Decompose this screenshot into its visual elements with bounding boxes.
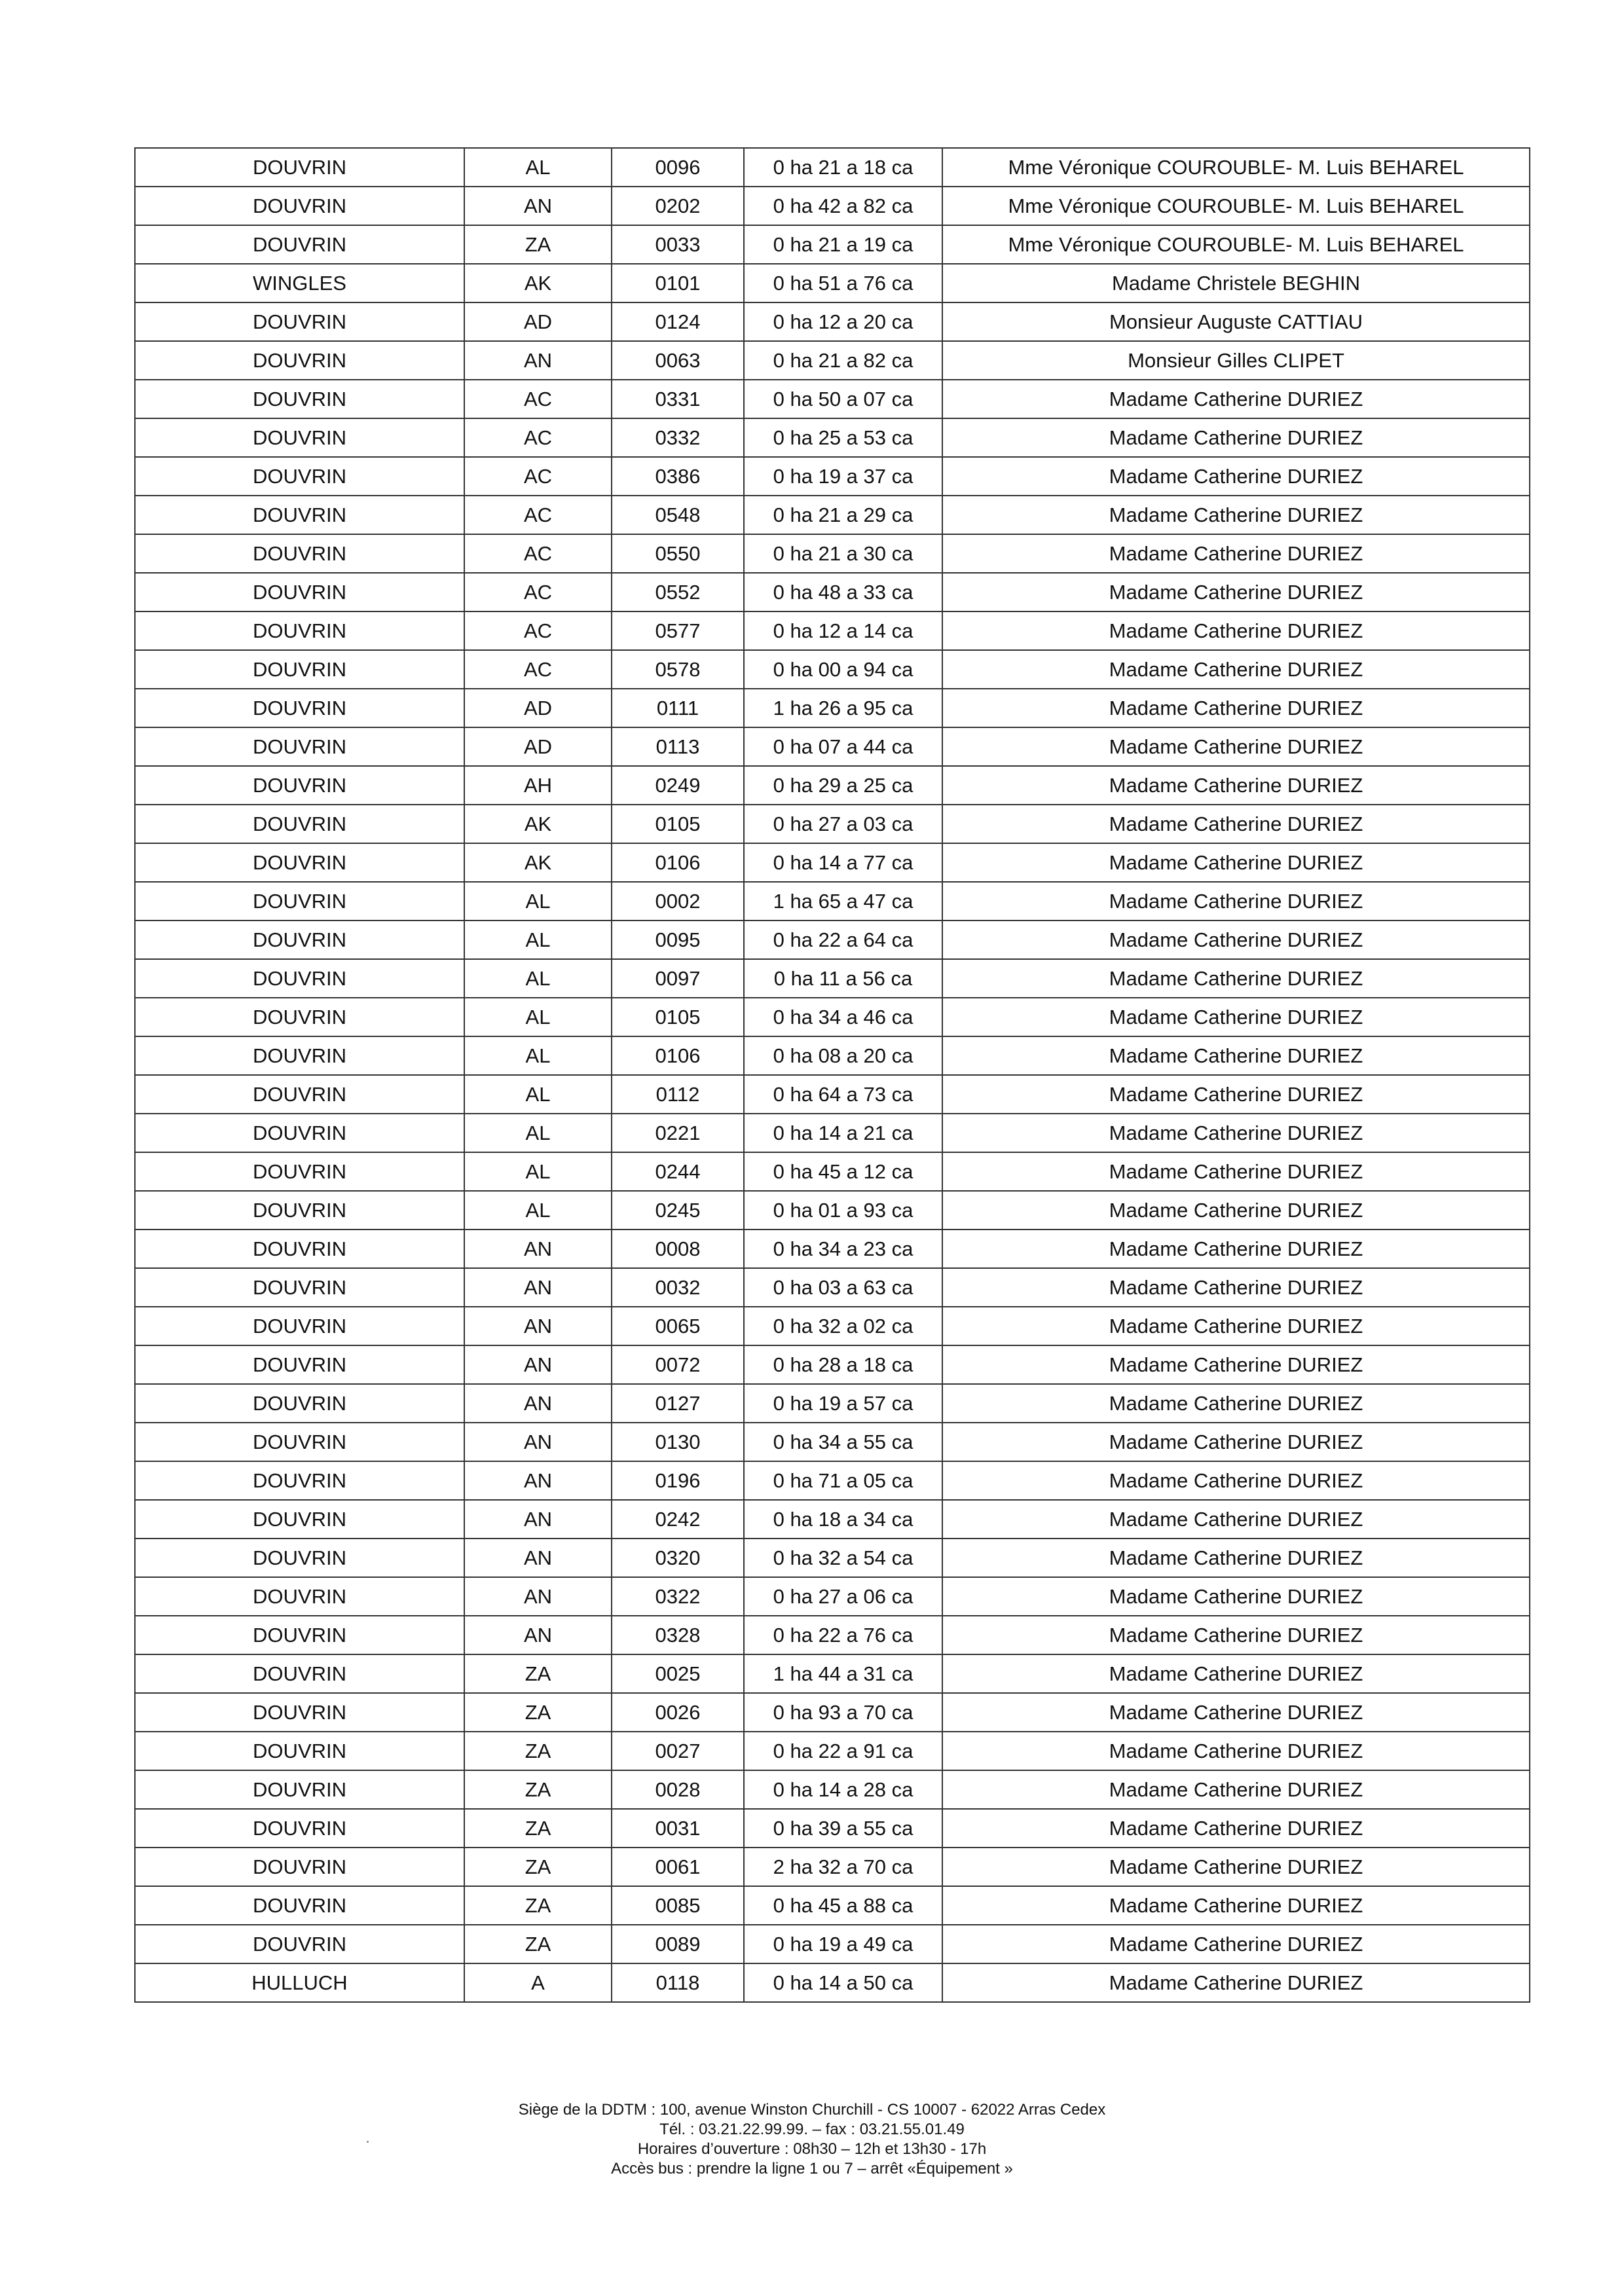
parcel-table-body: [135, 148, 1530, 2002]
surface-cell: 0 ha 19 a 37 ca: [744, 457, 942, 496]
surface-cell: 0 ha 48 a 33 ca: [744, 573, 942, 611]
owner-cell: Madame Catherine DURIEZ: [942, 1654, 1530, 1693]
owner-cell: Madame Catherine DURIEZ: [942, 1732, 1530, 1770]
parcel-number-cell: 0026: [612, 1693, 744, 1732]
commune-cell: DOUVRIN: [135, 650, 464, 689]
surface-cell: 0 ha 34 a 23 ca: [744, 1230, 942, 1268]
table-row: [135, 1075, 1530, 1114]
owner-cell: Monsieur Gilles CLIPET: [942, 341, 1530, 380]
owner-cell: Madame Catherine DURIEZ: [942, 1925, 1530, 1963]
parcel-number-cell: 0113: [612, 727, 744, 766]
owner-cell: Madame Catherine DURIEZ: [942, 1500, 1530, 1539]
surface-cell: 2 ha 32 a 70 ca: [744, 1848, 942, 1886]
table-row: [135, 1384, 1530, 1423]
parcel-number-cell: 0072: [612, 1345, 744, 1384]
table-row: [135, 302, 1530, 341]
owner-cell: Madame Catherine DURIEZ: [942, 1075, 1530, 1114]
parcel-number-cell: 0577: [612, 611, 744, 650]
commune-cell: HULLUCH: [135, 1963, 464, 2002]
commune-cell: DOUVRIN: [135, 805, 464, 843]
commune-cell: DOUVRIN: [135, 1307, 464, 1345]
surface-cell: 0 ha 28 a 18 ca: [744, 1345, 942, 1384]
owner-cell: Madame Catherine DURIEZ: [942, 1384, 1530, 1423]
surface-cell: 0 ha 21 a 29 ca: [744, 496, 942, 534]
parcel-number-cell: 0111: [612, 689, 744, 727]
commune-cell: DOUVRIN: [135, 418, 464, 457]
commune-cell: DOUVRIN: [135, 1384, 464, 1423]
table-row: [135, 1539, 1530, 1577]
table-row: [135, 1345, 1530, 1384]
section-cell: AD: [464, 689, 612, 727]
section-cell: AL: [464, 882, 612, 920]
table-row: [135, 1925, 1530, 1963]
owner-cell: Madame Catherine DURIEZ: [942, 1152, 1530, 1191]
section-cell: AL: [464, 148, 612, 187]
owner-cell: Madame Catherine DURIEZ: [942, 1886, 1530, 1925]
parcel-number-cell: 0245: [612, 1191, 744, 1230]
surface-cell: 1 ha 44 a 31 ca: [744, 1654, 942, 1693]
table-row: [135, 341, 1530, 380]
section-cell: ZA: [464, 1732, 612, 1770]
commune-cell: DOUVRIN: [135, 1230, 464, 1268]
table-row: [135, 727, 1530, 766]
commune-cell: DOUVRIN: [135, 1075, 464, 1114]
commune-cell: DOUVRIN: [135, 689, 464, 727]
parcel-number-cell: 0196: [612, 1461, 744, 1500]
section-cell: AN: [464, 1539, 612, 1577]
commune-cell: DOUVRIN: [135, 766, 464, 805]
section-cell: AN: [464, 1230, 612, 1268]
owner-cell: Madame Catherine DURIEZ: [942, 1423, 1530, 1461]
section-cell: AD: [464, 302, 612, 341]
section-cell: AC: [464, 534, 612, 573]
section-cell: ZA: [464, 1925, 612, 1963]
section-cell: AN: [464, 1500, 612, 1539]
table-row: [135, 650, 1530, 689]
commune-cell: DOUVRIN: [135, 1539, 464, 1577]
parcel-table: [134, 147, 1530, 2003]
section-cell: ZA: [464, 225, 612, 264]
surface-cell: 0 ha 14 a 77 ca: [744, 843, 942, 882]
footer: [0, 2100, 1624, 2179]
surface-cell: 0 ha 42 a 82 ca: [744, 187, 942, 225]
table-row: [135, 998, 1530, 1036]
owner-cell: Madame Catherine DURIEZ: [942, 1114, 1530, 1152]
commune-cell: DOUVRIN: [135, 1732, 464, 1770]
table-row: [135, 1230, 1530, 1268]
owner-cell: Madame Catherine DURIEZ: [942, 418, 1530, 457]
owner-cell: Madame Catherine DURIEZ: [942, 1809, 1530, 1848]
section-cell: AN: [464, 1461, 612, 1500]
section-cell: AC: [464, 496, 612, 534]
surface-cell: 0 ha 11 a 56 ca: [744, 959, 942, 998]
owner-cell: Madame Catherine DURIEZ: [942, 805, 1530, 843]
table-row: [135, 1500, 1530, 1539]
section-cell: AL: [464, 1152, 612, 1191]
parcel-number-cell: 0033: [612, 225, 744, 264]
table-row: [135, 1693, 1530, 1732]
table-row: [135, 225, 1530, 264]
commune-cell: DOUVRIN: [135, 1925, 464, 1963]
table-row: [135, 843, 1530, 882]
section-cell: AK: [464, 843, 612, 882]
surface-cell: 0 ha 51 a 76 ca: [744, 264, 942, 302]
table-row: [135, 1616, 1530, 1654]
table-row: [135, 1963, 1530, 2002]
commune-cell: DOUVRIN: [135, 1152, 464, 1191]
table-row: [135, 766, 1530, 805]
table-row: [135, 1770, 1530, 1809]
parcel-number-cell: 0002: [612, 882, 744, 920]
parcel-number-cell: 0386: [612, 457, 744, 496]
owner-cell: Madame Catherine DURIEZ: [942, 1268, 1530, 1307]
surface-cell: 0 ha 27 a 03 ca: [744, 805, 942, 843]
surface-cell: 0 ha 32 a 54 ca: [744, 1539, 942, 1577]
surface-cell: 0 ha 21 a 30 ca: [744, 534, 942, 573]
parcel-number-cell: 0028: [612, 1770, 744, 1809]
parcel-number-cell: 0025: [612, 1654, 744, 1693]
owner-cell: Madame Catherine DURIEZ: [942, 496, 1530, 534]
surface-cell: 0 ha 19 a 49 ca: [744, 1925, 942, 1963]
section-cell: ZA: [464, 1809, 612, 1848]
parcel-number-cell: 0063: [612, 341, 744, 380]
table-row: [135, 1191, 1530, 1230]
footer-phone-fax: Tél. : 03.21.22.99.99. – fax : 03.21.55.01.49: [659, 2121, 965, 2138]
owner-cell: Madame Catherine DURIEZ: [942, 1539, 1530, 1577]
table-row: [135, 1577, 1530, 1616]
commune-cell: DOUVRIN: [135, 1268, 464, 1307]
surface-cell: 0 ha 25 a 53 ca: [744, 418, 942, 457]
table-row: [135, 1654, 1530, 1693]
parcel-number-cell: 0089: [612, 1925, 744, 1963]
owner-cell: Madame Catherine DURIEZ: [942, 1616, 1530, 1654]
commune-cell: DOUVRIN: [135, 302, 464, 341]
surface-cell: 0 ha 45 a 88 ca: [744, 1886, 942, 1925]
parcel-number-cell: 0244: [612, 1152, 744, 1191]
section-cell: AC: [464, 418, 612, 457]
section-cell: AN: [464, 1423, 612, 1461]
parcel-number-cell: 0202: [612, 187, 744, 225]
commune-cell: DOUVRIN: [135, 920, 464, 959]
commune-cell: DOUVRIN: [135, 1848, 464, 1886]
owner-cell: Madame Christele BEGHIN: [942, 264, 1530, 302]
owner-cell: Madame Catherine DURIEZ: [942, 534, 1530, 573]
surface-cell: 0 ha 34 a 46 ca: [744, 998, 942, 1036]
section-cell: AL: [464, 1075, 612, 1114]
parcel-number-cell: 0332: [612, 418, 744, 457]
section-cell: AN: [464, 1268, 612, 1307]
table-row: [135, 496, 1530, 534]
commune-cell: DOUVRIN: [135, 1616, 464, 1654]
commune-cell: DOUVRIN: [135, 496, 464, 534]
surface-cell: 0 ha 22 a 91 ca: [744, 1732, 942, 1770]
footer-opening-hours: Horaires d’ouverture : 08h30 – 12h et 13h30 - 17h: [637, 2140, 987, 2158]
section-cell: AN: [464, 1345, 612, 1384]
footer-bus-access: Accès bus : prendre la ligne 1 ou 7 – arrêt «Équipement »: [611, 2160, 1013, 2178]
parcel-number-cell: 0578: [612, 650, 744, 689]
owner-cell: Madame Catherine DURIEZ: [942, 766, 1530, 805]
parcel-number-cell: 0112: [612, 1075, 744, 1114]
section-cell: ZA: [464, 1848, 612, 1886]
table-row: [135, 882, 1530, 920]
footer-address: Siège de la DDTM : 100, avenue Winston Churchill - CS 10007 - 62022 Arras Cedex: [518, 2101, 1106, 2119]
parcel-number-cell: 0550: [612, 534, 744, 573]
commune-cell: DOUVRIN: [135, 1423, 464, 1461]
section-cell: AC: [464, 573, 612, 611]
commune-cell: DOUVRIN: [135, 1191, 464, 1230]
parcel-number-cell: 0032: [612, 1268, 744, 1307]
parcel-number-cell: 0008: [612, 1230, 744, 1268]
commune-cell: DOUVRIN: [135, 148, 464, 187]
section-cell: AN: [464, 187, 612, 225]
commune-cell: DOUVRIN: [135, 187, 464, 225]
section-cell: ZA: [464, 1693, 612, 1732]
surface-cell: 0 ha 08 a 20 ca: [744, 1036, 942, 1075]
parcel-number-cell: 0101: [612, 264, 744, 302]
surface-cell: 0 ha 21 a 18 ca: [744, 148, 942, 187]
table-row: [135, 148, 1530, 187]
commune-cell: DOUVRIN: [135, 959, 464, 998]
parcel-number-cell: 0061: [612, 1848, 744, 1886]
owner-cell: Madame Catherine DURIEZ: [942, 882, 1530, 920]
table-row: [135, 1886, 1530, 1925]
commune-cell: DOUVRIN: [135, 341, 464, 380]
table-row: [135, 689, 1530, 727]
surface-cell: 0 ha 14 a 21 ca: [744, 1114, 942, 1152]
parcel-number-cell: 0322: [612, 1577, 744, 1616]
commune-cell: DOUVRIN: [135, 225, 464, 264]
surface-cell: 0 ha 12 a 20 ca: [744, 302, 942, 341]
owner-cell: Madame Catherine DURIEZ: [942, 959, 1530, 998]
owner-cell: Madame Catherine DURIEZ: [942, 573, 1530, 611]
table-row: [135, 187, 1530, 225]
section-cell: AC: [464, 457, 612, 496]
owner-cell: Madame Catherine DURIEZ: [942, 689, 1530, 727]
parcel-number-cell: 0085: [612, 1886, 744, 1925]
surface-cell: 0 ha 14 a 28 ca: [744, 1770, 942, 1809]
table-row: [135, 1268, 1530, 1307]
surface-cell: 1 ha 26 a 95 ca: [744, 689, 942, 727]
table-row: [135, 534, 1530, 573]
section-cell: AL: [464, 1114, 612, 1152]
table-row: [135, 1036, 1530, 1075]
commune-cell: DOUVRIN: [135, 1345, 464, 1384]
owner-cell: Madame Catherine DURIEZ: [942, 920, 1530, 959]
surface-cell: 0 ha 32 a 02 ca: [744, 1307, 942, 1345]
commune-cell: DOUVRIN: [135, 573, 464, 611]
owner-cell: Madame Catherine DURIEZ: [942, 457, 1530, 496]
surface-cell: 0 ha 22 a 76 ca: [744, 1616, 942, 1654]
section-cell: AN: [464, 1616, 612, 1654]
commune-cell: DOUVRIN: [135, 1809, 464, 1848]
owner-cell: Madame Catherine DURIEZ: [942, 1770, 1530, 1809]
table-row: [135, 1307, 1530, 1345]
parcel-number-cell: 0096: [612, 148, 744, 187]
parcel-number-cell: 0320: [612, 1539, 744, 1577]
section-cell: AC: [464, 380, 612, 418]
surface-cell: 0 ha 71 a 05 ca: [744, 1461, 942, 1500]
owner-cell: Madame Catherine DURIEZ: [942, 1345, 1530, 1384]
section-cell: AN: [464, 1384, 612, 1423]
section-cell: AL: [464, 959, 612, 998]
commune-cell: DOUVRIN: [135, 611, 464, 650]
parcel-number-cell: 0105: [612, 805, 744, 843]
table-row: [135, 1848, 1530, 1886]
owner-cell: Madame Catherine DURIEZ: [942, 1577, 1530, 1616]
owner-cell: Madame Catherine DURIEZ: [942, 1848, 1530, 1886]
parcel-number-cell: 0221: [612, 1114, 744, 1152]
commune-cell: DOUVRIN: [135, 1654, 464, 1693]
section-cell: AN: [464, 1307, 612, 1345]
surface-cell: 1 ha 65 a 47 ca: [744, 882, 942, 920]
owner-cell: Mme Véronique COUROUBLE- M. Luis BEHAREL: [942, 187, 1530, 225]
owner-cell: Madame Catherine DURIEZ: [942, 998, 1530, 1036]
owner-cell: Madame Catherine DURIEZ: [942, 1693, 1530, 1732]
commune-cell: DOUVRIN: [135, 1114, 464, 1152]
owner-cell: Mme Véronique COUROUBLE- M. Luis BEHAREL: [942, 148, 1530, 187]
section-cell: AL: [464, 998, 612, 1036]
section-cell: AK: [464, 805, 612, 843]
section-cell: A: [464, 1963, 612, 2002]
section-cell: AL: [464, 1036, 612, 1075]
table-row: [135, 380, 1530, 418]
section-cell: AH: [464, 766, 612, 805]
parcel-number-cell: 0552: [612, 573, 744, 611]
table-row: [135, 457, 1530, 496]
surface-cell: 0 ha 45 a 12 ca: [744, 1152, 942, 1191]
surface-cell: 0 ha 21 a 82 ca: [744, 341, 942, 380]
surface-cell: 0 ha 14 a 50 ca: [744, 1963, 942, 2002]
surface-cell: 0 ha 29 a 25 ca: [744, 766, 942, 805]
parcel-number-cell: 0127: [612, 1384, 744, 1423]
parcel-number-cell: 0548: [612, 496, 744, 534]
surface-cell: 0 ha 39 a 55 ca: [744, 1809, 942, 1848]
commune-cell: DOUVRIN: [135, 1461, 464, 1500]
parcel-number-cell: 0097: [612, 959, 744, 998]
surface-cell: 0 ha 03 a 63 ca: [744, 1268, 942, 1307]
owner-cell: Madame Catherine DURIEZ: [942, 727, 1530, 766]
surface-cell: 0 ha 07 a 44 ca: [744, 727, 942, 766]
table-row: [135, 920, 1530, 959]
owner-cell: Mme Véronique COUROUBLE- M. Luis BEHAREL: [942, 225, 1530, 264]
table-row: [135, 573, 1530, 611]
table-row: [135, 1423, 1530, 1461]
section-cell: AL: [464, 1191, 612, 1230]
surface-cell: 0 ha 12 a 14 ca: [744, 611, 942, 650]
parcel-number-cell: 0130: [612, 1423, 744, 1461]
section-cell: AL: [464, 920, 612, 959]
owner-cell: Madame Catherine DURIEZ: [942, 1307, 1530, 1345]
parcel-number-cell: 0331: [612, 380, 744, 418]
parcel-number-cell: 0105: [612, 998, 744, 1036]
owner-cell: Madame Catherine DURIEZ: [942, 611, 1530, 650]
table-row: [135, 805, 1530, 843]
table-row: [135, 1114, 1530, 1152]
surface-cell: 0 ha 64 a 73 ca: [744, 1075, 942, 1114]
owner-cell: Madame Catherine DURIEZ: [942, 1461, 1530, 1500]
commune-cell: DOUVRIN: [135, 457, 464, 496]
section-cell: AN: [464, 341, 612, 380]
table-row: [135, 1809, 1530, 1848]
parcel-number-cell: 0031: [612, 1809, 744, 1848]
table-row: [135, 1732, 1530, 1770]
commune-cell: DOUVRIN: [135, 843, 464, 882]
commune-cell: DOUVRIN: [135, 380, 464, 418]
section-cell: AC: [464, 650, 612, 689]
section-cell: ZA: [464, 1886, 612, 1925]
section-cell: ZA: [464, 1770, 612, 1809]
surface-cell: 0 ha 01 a 93 ca: [744, 1191, 942, 1230]
surface-cell: 0 ha 18 a 34 ca: [744, 1500, 942, 1539]
table-row: [135, 959, 1530, 998]
commune-cell: DOUVRIN: [135, 882, 464, 920]
surface-cell: 0 ha 27 a 06 ca: [744, 1577, 942, 1616]
commune-cell: DOUVRIN: [135, 1770, 464, 1809]
surface-cell: 0 ha 21 a 19 ca: [744, 225, 942, 264]
commune-cell: DOUVRIN: [135, 1886, 464, 1925]
owner-cell: Madame Catherine DURIEZ: [942, 1036, 1530, 1075]
owner-cell: Madame Catherine DURIEZ: [942, 1963, 1530, 2002]
commune-cell: DOUVRIN: [135, 534, 464, 573]
owner-cell: Monsieur Auguste CATTIAU: [942, 302, 1530, 341]
commune-cell: DOUVRIN: [135, 998, 464, 1036]
commune-cell: DOUVRIN: [135, 1693, 464, 1732]
section-cell: ZA: [464, 1654, 612, 1693]
parcel-number-cell: 0065: [612, 1307, 744, 1345]
parcel-number-cell: 0027: [612, 1732, 744, 1770]
parcel-number-cell: 0328: [612, 1616, 744, 1654]
section-cell: AK: [464, 264, 612, 302]
parcel-number-cell: 0124: [612, 302, 744, 341]
surface-cell: 0 ha 93 a 70 ca: [744, 1693, 942, 1732]
surface-cell: 0 ha 19 a 57 ca: [744, 1384, 942, 1423]
surface-cell: 0 ha 50 a 07 ca: [744, 380, 942, 418]
parcel-number-cell: 0106: [612, 1036, 744, 1075]
owner-cell: Madame Catherine DURIEZ: [942, 380, 1530, 418]
surface-cell: 0 ha 22 a 64 ca: [744, 920, 942, 959]
owner-cell: Madame Catherine DURIEZ: [942, 1230, 1530, 1268]
parcel-number-cell: 0095: [612, 920, 744, 959]
owner-cell: Madame Catherine DURIEZ: [942, 650, 1530, 689]
table-row: [135, 1152, 1530, 1191]
commune-cell: DOUVRIN: [135, 1036, 464, 1075]
commune-cell: WINGLES: [135, 264, 464, 302]
table-row: [135, 611, 1530, 650]
section-cell: AD: [464, 727, 612, 766]
parcel-number-cell: 0249: [612, 766, 744, 805]
parcel-number-cell: 0106: [612, 843, 744, 882]
table-row: [135, 264, 1530, 302]
surface-cell: 0 ha 00 a 94 ca: [744, 650, 942, 689]
section-cell: AC: [464, 611, 612, 650]
commune-cell: DOUVRIN: [135, 1577, 464, 1616]
table-row: [135, 1461, 1530, 1500]
surface-cell: 0 ha 34 a 55 ca: [744, 1423, 942, 1461]
owner-cell: Madame Catherine DURIEZ: [942, 1191, 1530, 1230]
commune-cell: DOUVRIN: [135, 1500, 464, 1539]
section-cell: AN: [464, 1577, 612, 1616]
parcel-number-cell: 0242: [612, 1500, 744, 1539]
table-row: [135, 418, 1530, 457]
parcel-number-cell: 0118: [612, 1963, 744, 2002]
owner-cell: Madame Catherine DURIEZ: [942, 843, 1530, 882]
commune-cell: DOUVRIN: [135, 727, 464, 766]
